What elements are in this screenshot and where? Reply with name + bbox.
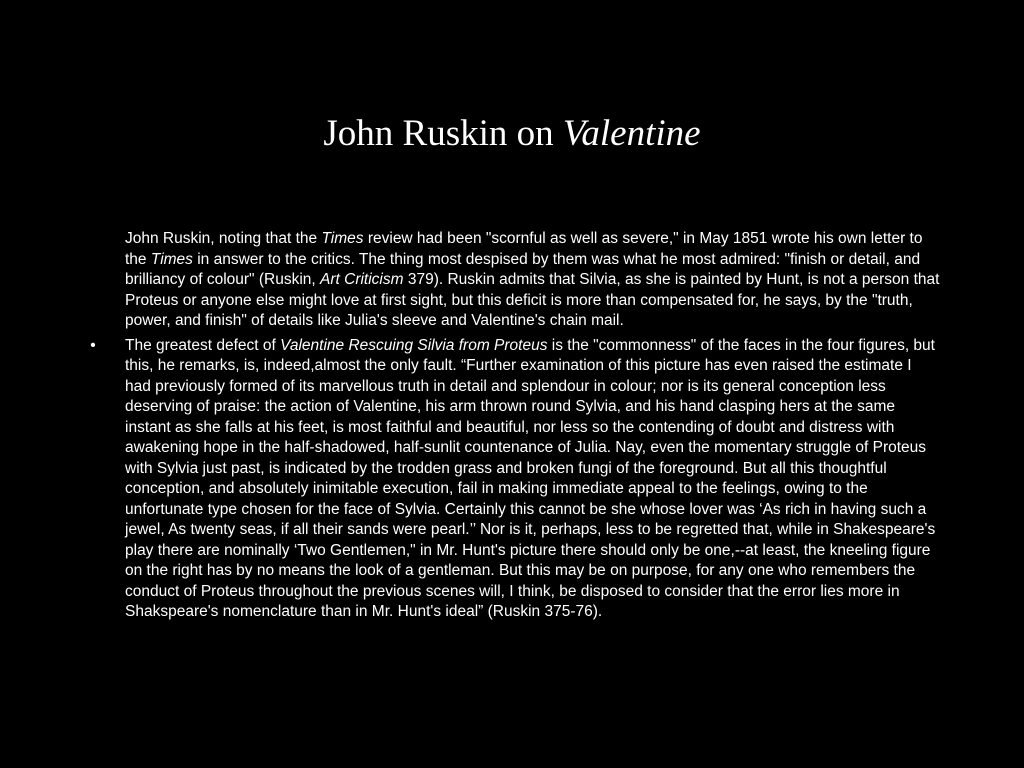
paragraph-ruskin-letter xyxy=(125,229,940,332)
text-run: in answer to the critics. The thing most despised by them was what he most admired: "finish or detail, and brilliancy of colour" (Ruskin, xyxy=(125,250,921,288)
text-run-italic: Art Criticism xyxy=(320,271,404,288)
text-run-italic: Valentine Rescuing Silvia from Proteus xyxy=(280,336,548,354)
text-run: The greatest defect of xyxy=(125,336,281,354)
slide-title-prefix: John Ruskin on xyxy=(323,113,563,154)
slide-title-italic: Valentine xyxy=(562,113,701,154)
paragraph-greatest-defect xyxy=(90,336,940,623)
text-run-italic: Times xyxy=(150,250,193,268)
text-run: is the "commonness" of the faces in the four figures, but this, he remarks, is, indeed,almost the only fault. “Further examination of this picture has even raised the estimate I had previously formed of its marvellous truth in detail and splendour in colour; nor is its general conception less deserving of praise: the action of Valentine, his arm thrown round Sylvia, and his hand clasping hers at the same instant as she falls at his feet, is most faithful and beautiful, nor less so the contending of doubt and distress with awakening hope in the half-shadowed, half-sunlit countenance of Julia. Nay, even the momentary struggle of Proteus with Sylvia just past, is indicated by the trodden grass and broken fungi of the foreground. But all this thoughtful conception, and absolutely inimitable execution, fail in making immediate appeal to the feelings, owing to the unfortunate type chosen for the face of Sylvia. Certainly this cannot be she whose lover was ‘As rich in having such a jewel, As twenty seas, if all their sands were pearl.’’ Nor is it, perhaps, less to be regretted that, while in Shakespeare's play there are nominally ‘Two Gentlemen," in Mr. Hunt's picture there should only be one,--at least, the kneeling figure on the right has by no means the look of a gentleman. But this may be on purpose, for any one who remembers the conduct of Proteus throughout the previous scenes will, I think, be disposed to consider that the error lies more in Shakspeare's nomenclature than in Mr. Hunt's ideal” (Ruskin 375-76). xyxy=(125,336,936,620)
text-run: John Ruskin, noting that the xyxy=(125,230,322,247)
text-run: 379). Ruskin admits that Silvia, as she is painted by Hunt, is not a person that Proteus or anyone else might love at first sight, but this deficit is more than compensated for, he says, by the "truth, power, and finish" of details like Julia's sleeve and Valentine's chain mail. xyxy=(125,271,940,329)
paragraph-bullet: • xyxy=(90,336,96,354)
slide-title xyxy=(0,112,1024,156)
text-run: review had been "scornful as well as severe," in May 1851 wrote his own letter to the xyxy=(125,230,923,268)
text-run-italic: Times xyxy=(321,230,364,247)
slide-body xyxy=(90,229,940,623)
